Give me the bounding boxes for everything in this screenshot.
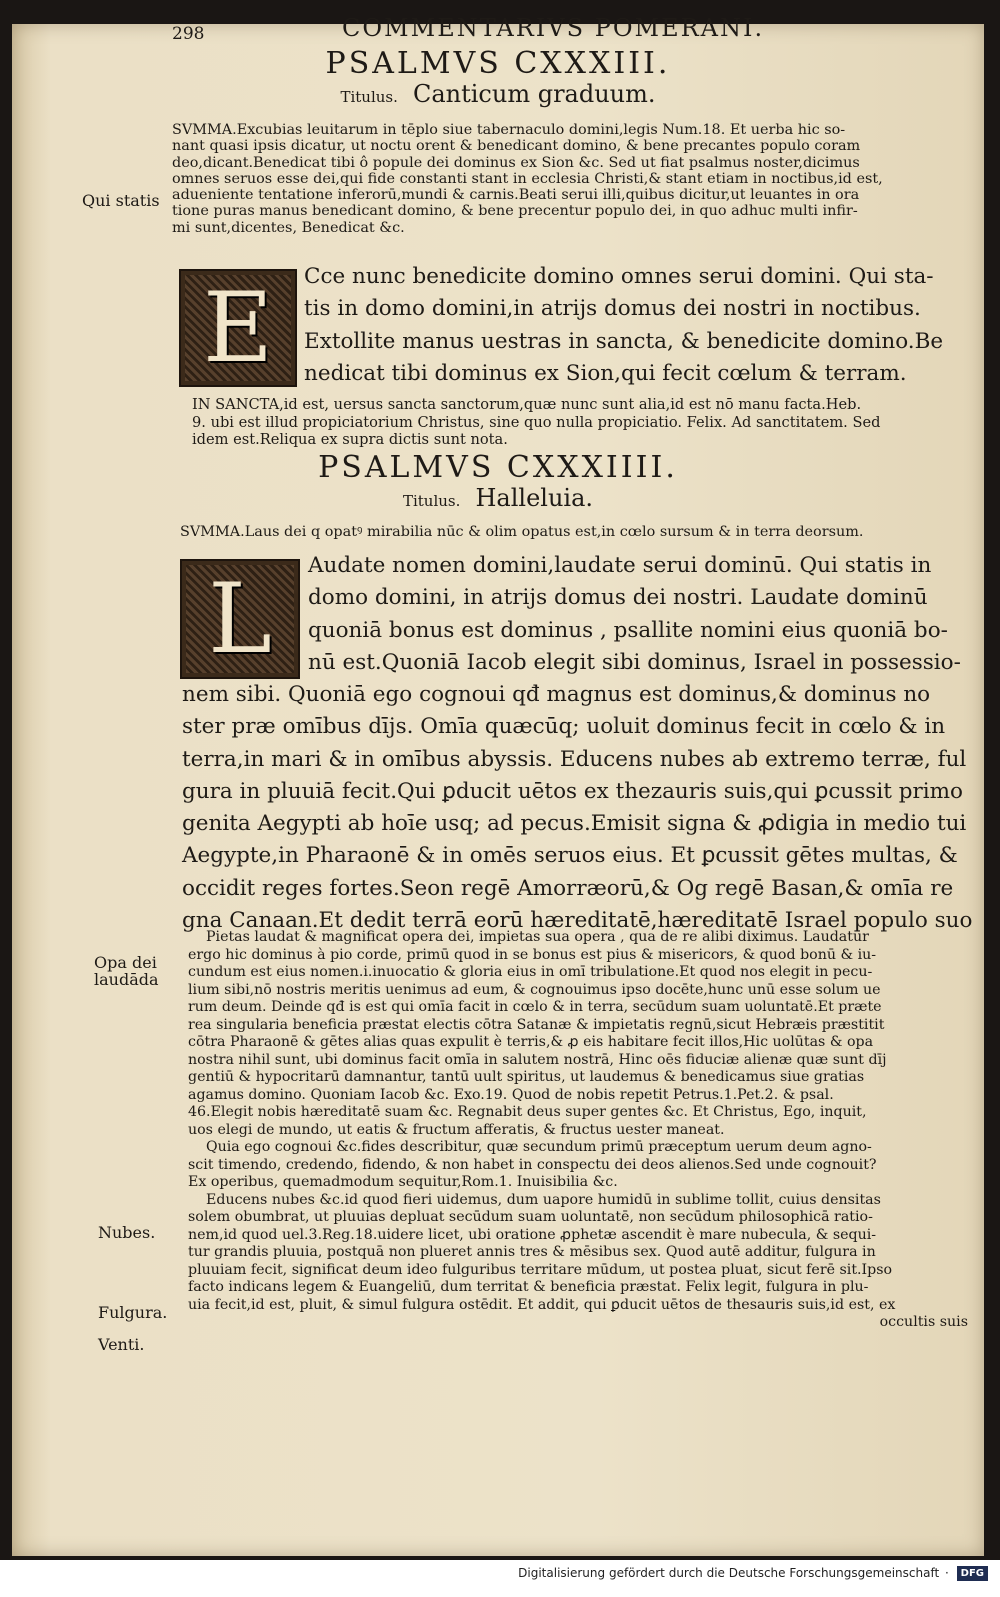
verse-line: Aegypte,in Pharaonē & in omēs seruos eius. Et ꝑcussit gētes multas, & — [182, 843, 958, 869]
running-head: COMMENTARIVS POMERANI. — [342, 14, 765, 42]
initial-letter: L — [208, 563, 272, 675]
decorated-initial-l — [180, 559, 300, 679]
margin-note-fulgura: Fulgura. — [98, 1303, 168, 1322]
footer-text: Digitalisierung gefördert durch die Deutsche Forschungsgemeinschaft — [518, 1566, 940, 1580]
verse-line: gura in pluuiā fecit.Qui ꝑducit uētos ex thezauris suis,qui ꝑcussit primo — [182, 778, 963, 804]
verse-line: nem sibi. Quoniā ego cognoui qđ magnus est dominus,& dominus no — [182, 682, 931, 707]
titulus-label: Titulus. — [340, 88, 398, 106]
dfg-logo-icon: DFG — [957, 1566, 988, 1581]
titulus-value: Halleluia. — [475, 484, 594, 512]
verse-line: nū est.Quoniā Iacob elegit sibi dominus, Israel in possessio- — [308, 649, 961, 675]
note-in-sancta — [192, 396, 952, 449]
psalm-133-text — [304, 261, 984, 390]
commentary-line: scit timendo, credendo, fidendo, & non habet in conspectu dei deos alienos.Sed unde cognouit? — [188, 1156, 877, 1173]
verse-line: terra,in mari & in omībus abyssis. Educens nubes ab extremo terræ, ful — [182, 746, 967, 772]
commentary-line: cundum est eius nomen.i.inuocatio & gloria eius in omī tribulatione.Et quod nos elegit in pecu- — [188, 964, 873, 980]
commentary-line: facto indicans legem & Euangeliū, dum territat & beneficia præstat. Felix legit, fulgura in plu- — [188, 1279, 869, 1295]
margin-note-nubes: Nubes. — [98, 1223, 156, 1242]
commentary-line: nem,id quod uel.3.Reg.18.uidere licet, ubi oratione ꝓphetæ ascendit è mare nubecula, & sequi- — [188, 1226, 877, 1243]
commentary-line: Pietas laudat & magnificat opera dei, impietas sua opera , qua de re alibi diximus. Laudatur — [206, 929, 869, 945]
commentary-line: ergo hic dominus à pio corde, primū quod in se bonus est pius & misericors, & quod bonū & iu- — [188, 946, 877, 963]
book-page — [12, 14, 984, 1556]
commentary-line: rum deum. Deinde qđ is est qui omīa facit in cœlo & in terra, secūdum suam uoluntatē.Et præte — [188, 999, 882, 1015]
verse-line: genita Aegypti ab hoīe usq; ad pecus.Emisit signa & ꝓdigia in medio tui — [182, 811, 967, 837]
margin-note-qui-statis: Qui statis — [82, 191, 160, 210]
page-number: 298 — [172, 24, 205, 44]
verse-line: occidit reges fortes.Seon regē Amorræorū,& Og regē Basan,& omīa re — [182, 875, 954, 901]
note-line: IN SANCTA,id est, uersus sancta sanctorum,quæ nunc sunt alia,id est nō manu facta.Heb. — [192, 396, 862, 413]
verse-line: quoniā bonus est dominus , psallite nomini eius quoniā bo- — [308, 617, 948, 643]
verse-line: tis in domo domini,in atrijs domus dei nostri in noctibus. — [304, 296, 921, 322]
titulus-label: Titulus. — [402, 492, 461, 510]
initial-letter: E — [202, 272, 274, 384]
note-line: 9. ubi est illud propiciatorium Christus, sine quo nulla propiciatio. Felix. Ad sanctitatem. Sed — [192, 413, 881, 431]
commentary-line: 46.Elegit nobis hæreditatē suam &c. Regnabit deus super gentes &c. Et Christus, Ego, inquit, — [188, 1104, 867, 1120]
commentary-line: uos elegi de mundo, ut eatis & fructum afferatis, & fructus uester maneat. — [188, 1121, 725, 1138]
summa-line: SVMMA.Excubias leuitarum in tēplo siue tabernaculo domini,legis Num.18. Et uerba hic so- — [172, 122, 846, 138]
commentary-line: tur grandis pluuia, postquā non plueret annis tres & mēsibus sex. Quod autē additur, fulgura in — [188, 1244, 876, 1260]
titulus-value: Canticum graduum. — [412, 80, 656, 108]
commentary-line: pluuiam fecit, significat deum ideo fulguribus territare mūdum, ut postea pluat, sicut ferē sit.Ipso — [188, 1261, 893, 1278]
decorated-initial-e — [179, 269, 297, 387]
summa-line: deo,dicant.Benedicat tibi ô popule dei dominus ex Sion &c. Sed ut fiat psalmus noster,dicimus — [172, 154, 860, 171]
commentary-line: gentiū & hypocritarū damnantur, tantū uult spiritus, ut laudemus & benedicamus siue gratias — [188, 1069, 865, 1085]
verse-line: Extollite manus uestras in sancta, & benedicite domino.Be — [304, 328, 944, 354]
commentary-line: Ex operibus, quemadmodum sequitur,Rom.1. Inuisibilia &c. — [188, 1174, 618, 1190]
summa-line: omnes seruos esse dei,qui fide constanti stant in ecclesia Christi,& stant etiam in noctibus,id est, — [172, 170, 883, 187]
digitization-footer: Digitalisierung gefördert durch die Deutsche Forschungsgemeinschaft · DFG — [0, 1566, 988, 1581]
commentary-line: rea singularia beneficia præstat electis cōtra Satanæ & impietatis regnū,sicut Hebræis præstitit — [188, 1016, 885, 1033]
titulus-134 — [12, 484, 984, 512]
summa-133 — [172, 122, 952, 236]
margin-note-venti: Venti. — [98, 1335, 145, 1354]
margin-note-opa-dei: Opa dei laudāda — [94, 953, 159, 989]
titulus-133 — [12, 80, 984, 108]
commentary-line: Quia ego cognoui &c.fides describitur, quæ secundum primū præceptum uerum deum agno- — [206, 1139, 872, 1155]
note-line: idem est.Reliqua ex supra dictis sunt nota. — [192, 431, 508, 448]
summa-134: SVMMA.Laus dei q opatꝰ mirabilia nūc & olim opatus est,in cœlo sursum & in terra deorsum. — [180, 524, 864, 540]
verse-line: ster præ omībus dījs. Omīa quæcūq; uoluit dominus fecit in cœlo & in — [182, 714, 946, 740]
commentary-134 — [188, 929, 968, 1332]
commentary-line: uia fecit,id est, pluit, & simul fulgura ostēdit. Et addit, qui ꝑducit uētos de thesauris suis,id est, ex — [188, 1296, 896, 1313]
commentary-line: cōtra Pharaonē & gētes alias quas expulit è terris,& ꝓ eis habitare fecit illos,Hic uolūtas & opa — [188, 1034, 874, 1050]
verse-line: gna Canaan.Et dedit terrā eorū hæreditatē,hæreditatē Israel populo suo — [182, 908, 973, 934]
commentary-line: nostra nihil sunt, ubi dominus facit omīa in salutem nostrā, Hinc oēs fiduciæ alienæ quæ sunt dīj — [188, 1051, 887, 1068]
psalm-title-133: PSALMVS CXXXIII. — [325, 46, 671, 81]
commentary-line: lium sibi,nō nostris meritis uenimus ad eum, & cognouimus ipso docēte,hunc unū esse solum ue — [188, 981, 881, 998]
verse-line: nedicat tibi dominus ex Sion,qui fecit cœlum & terram. — [304, 360, 907, 386]
summa-line: tione puras manus benedicant domino, & bene precentur populo dei, in quo adhuc multi infir- — [172, 203, 858, 220]
psalm-134-text-indented — [308, 550, 968, 679]
commentary-line: agamus domino. Quoniam Iacob &c. Exo.19. Quod de nobis repetit Petrus.1.Pet.2. & psal. — [188, 1086, 834, 1103]
summa-line: nant quasi ipsis dicatur, ut noctu orent & benedicant domino, & bene precantes populo coram — [172, 138, 861, 155]
verse-line: Cce nunc benedicite domino omnes serui domini. Qui sta- — [304, 264, 934, 289]
summa-line: adueniente tentatione inferorū,mundi & carnis.Beati serui illi,quibus dicitur,ut leuantes in ora — [172, 187, 860, 204]
psalm-134-text — [182, 679, 972, 937]
commentary-line: occultis suis — [879, 1314, 968, 1330]
psalm-title-134: PSALMVS CXXXIIII. — [318, 450, 678, 485]
commentary-line: Educens nubes &c.id quod fieri uidemus, dum uapore humidū in sublime tollit, cuius densitas — [206, 1191, 881, 1208]
summa-line: mi sunt,dicentes, Benedicat &c. — [172, 219, 405, 236]
verse-line: Audate nomen domini,laudate serui dominū. Qui statis in — [308, 553, 932, 578]
commentary-line: solem obumbrat, ut pluuias depluat secūdum suam uoluntatē, non secūdum philosophicā ratio- — [188, 1209, 873, 1225]
verse-line: domo domini, in atrijs domus dei nostri. Laudate dominū — [308, 585, 928, 611]
